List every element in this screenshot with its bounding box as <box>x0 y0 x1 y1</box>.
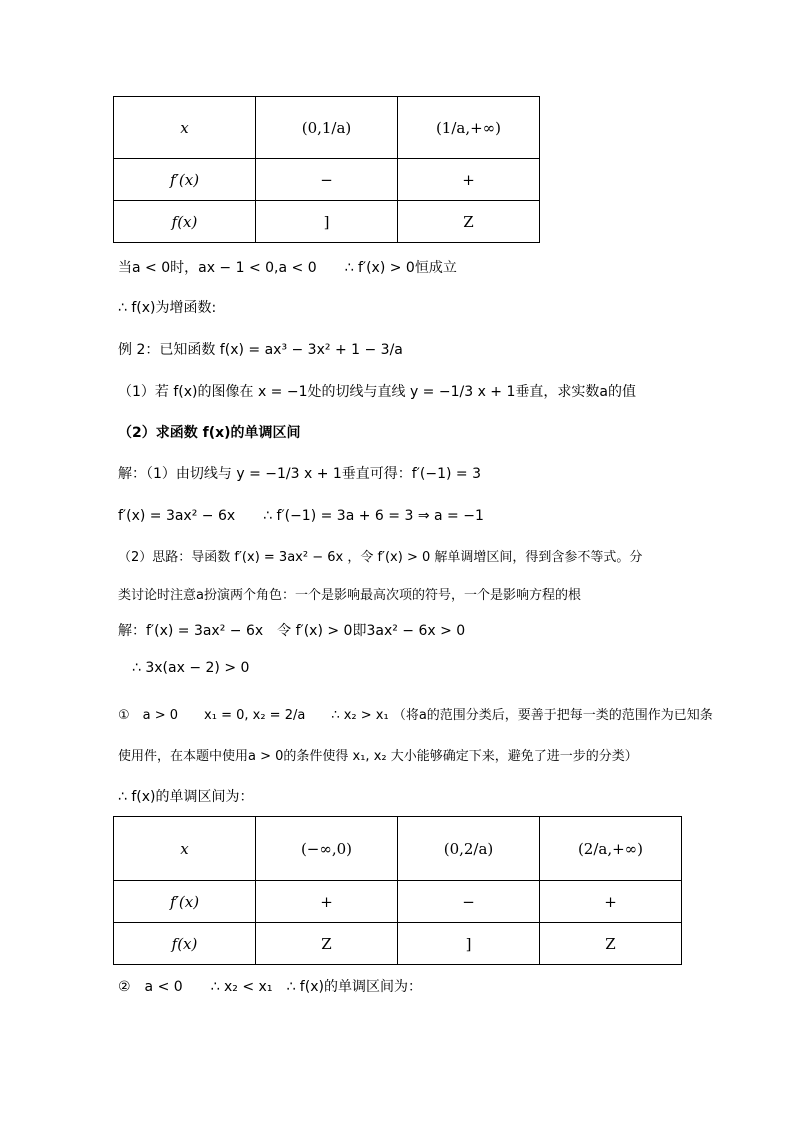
monotonicity-table-2 <box>113 816 682 965</box>
monotonicity-table-1 <box>113 96 540 243</box>
table-cell: ] <box>256 201 398 243</box>
table-row <box>114 817 682 881</box>
text-line: ∴ f(x)为增函数: <box>118 300 217 316</box>
example-heading: 例 2：已知函数 f(x) = ax³ − 3x² + 1 − 3/a <box>118 342 403 358</box>
table-header-cell: (−∞,0) <box>256 817 398 881</box>
text-line: （2）思路：导函数 f′(x) = 3ax² − 6x ，令 f′(x) > 0 解单调增区间，得到含参不等式。分 <box>118 550 643 565</box>
table-row <box>114 201 540 243</box>
text-line: ∴ f(x)的单调区间为： <box>118 789 254 805</box>
table-header-cell: x <box>114 97 256 159</box>
text-line: 解：（1）由切线与 y = −1/3 x + 1垂直可得：f′(−1) = 3 <box>118 466 482 482</box>
question-part-2: （2）求函数 f(x)的单调区间 <box>118 425 301 441</box>
table-cell: − <box>398 881 540 923</box>
text-line: ① a > 0 x₁ = 0, x₂ = 2/a ∴ x₂ > x₁ （将a的范围分类后，要善于把每一类的范围作为已知条 <box>118 708 713 723</box>
table-row <box>114 881 682 923</box>
table-row <box>114 97 540 159</box>
table-row-label: f′(x) <box>114 159 256 201</box>
table-cell: Z <box>398 201 540 243</box>
table-header-cell: x <box>114 817 256 881</box>
table-cell: + <box>256 881 398 923</box>
text-line: 使用件，在本题中使用a > 0的条件使得 x₁, x₂ 大小能够确定下来，避免了进一步的分类） <box>118 749 638 764</box>
table-row-label: f′(x) <box>114 881 256 923</box>
table-row-label: f(x) <box>114 923 256 965</box>
table-row <box>114 923 682 965</box>
table-cell: Z <box>540 923 682 965</box>
interval-text: (1/a,+∞) <box>435 118 502 137</box>
text-line: 解：f′(x) = 3ax² − 6x 令 f′(x) > 0即3ax² − 6x > 0 <box>118 623 466 639</box>
table-header-cell <box>256 97 398 159</box>
table-cell: − <box>256 159 398 201</box>
table-row <box>114 159 540 201</box>
interval-text: (0,1/a) <box>301 118 352 137</box>
table-row-label: f(x) <box>114 201 256 243</box>
text-line: ∴ 3x(ax − 2) > 0 <box>132 660 250 676</box>
text-line: ② a < 0 ∴ x₂ < x₁ ∴ f(x)的单调区间为： <box>118 979 422 995</box>
table-header-cell <box>398 97 540 159</box>
text-line: 当a < 0时，ax − 1 < 0,a < 0 ∴ f′(x) > 0恒成立 <box>118 260 457 276</box>
table-cell: ] <box>398 923 540 965</box>
table-header-cell: (0,2/a) <box>398 817 540 881</box>
text-line: 类讨论时注意a扮演两个角色：一个是影响最高次项的符号，一个是影响方程的根 <box>118 588 581 603</box>
text-line: f′(x) = 3ax² − 6x ∴ f′(−1) = 3a + 6 = 3 ⇒ a = −1 <box>118 508 484 524</box>
table-header-cell: (2/a,+∞) <box>540 817 682 881</box>
table-cell: + <box>540 881 682 923</box>
table-cell: Z <box>256 923 398 965</box>
question-part-1: （1）若 f(x)的图像在 x = −1处的切线与直线 y = −1/3 x + 1垂直，求实数a的值 <box>118 384 636 400</box>
table-cell: + <box>398 159 540 201</box>
